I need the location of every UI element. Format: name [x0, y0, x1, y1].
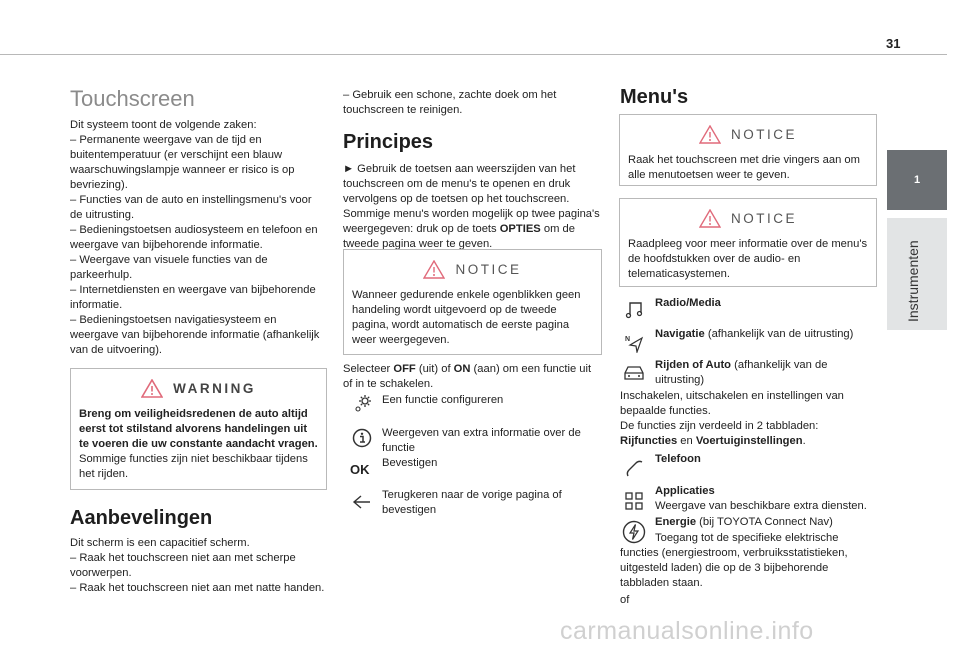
chapter-tab[interactable]: 1 — [887, 150, 947, 210]
phone-icon — [624, 458, 644, 478]
menu-telefoon: Telefoon — [655, 453, 701, 465]
warning-label: WARNING — [173, 380, 256, 396]
list-item: – Functies van de auto en instellingsmenu's voor de uitrusting. — [70, 194, 312, 221]
notice-label: NOTICE — [455, 261, 522, 277]
notice-triangle-icon — [423, 260, 445, 279]
icon-item-text: Weergeven van extra informatie over de functie — [382, 427, 581, 454]
page-number: 31 — [886, 36, 901, 51]
notice-header — [620, 199, 876, 237]
notice-text: Raadpleeg voor meer informatie over de menu's de hoofdstukken over de audio- en telematicasystemen. — [628, 238, 868, 280]
select-paragraph: Selecteer OFF (uit) of ON (aan) om een functie uit of in te schakelen. — [343, 363, 592, 390]
info-icon — [352, 428, 372, 448]
notice-header — [344, 250, 601, 288]
menu-radio-media: Radio/Media — [655, 297, 721, 309]
notice-box — [619, 114, 877, 186]
icon-item-text: Bevestigen — [382, 457, 438, 469]
list-item: – Weergave van visuele functies van de parkeerhulp. — [70, 254, 268, 281]
of-text: of — [620, 594, 630, 606]
header-rule — [0, 54, 947, 55]
notice-box — [343, 249, 602, 355]
svg-text:N: N — [625, 336, 631, 343]
list-item: – Gebruik een schone, zachte doek om het touchscreen te reinigen. — [343, 89, 557, 116]
warning-bold-text: Breng om veiligheidsredenen de auto altijd eerst tot stilstand alvorens handelingen uit te voeren die uw constante aandacht vragen. — [79, 408, 318, 450]
principes-para-a: ► Gebruik de toetsen aan weerszijden van het touchscreen om de menu's te openen en druk vervolgens op de toetsen op het touchscreen. — [343, 163, 576, 205]
principes-para-b: Sommige menu's worden mogelijk op twee pagina's weergegeven: druk op de toets OPTIES om de tweede pagina weer te geven. — [343, 208, 600, 250]
warning-header — [71, 369, 326, 407]
notice-text: Wanneer gedurende enkele ogenblikken geen handeling wordt uitgevoerd op de tweede pagina, wordt automatisch de eerste pagina weer weergegeven. — [352, 289, 581, 346]
car-icon — [622, 364, 646, 382]
chapter-title: Instrumenten — [905, 240, 921, 322]
aanbevelingen-intro: Dit scherm is een capacitief scherm. — [70, 537, 250, 549]
icon-item-text: Terugkeren naar de vorige pagina of bevestigen — [382, 489, 562, 516]
notice-label: NOTICE — [730, 126, 797, 142]
list-item: – Internetdiensten en weergave van bijbehorende informatie. — [70, 284, 316, 311]
menus-title: Menu's — [620, 86, 689, 108]
menu-applicaties: Applicaties Weergave van beschikbare extra diensten. — [655, 485, 867, 512]
touchscreen-section — [70, 86, 326, 358]
energy-description: Toegang tot de specifieke elektrische functies (energiestroom, verbruiksstatistieken, uitgesteld laden) die op de 3 bijbehorende tabbladen staan. — [620, 532, 848, 589]
warning-box — [70, 368, 327, 490]
notice-box — [619, 198, 877, 287]
aanbevelingen-section — [70, 506, 326, 596]
gear-settings-icon — [353, 393, 373, 413]
notice-triangle-icon — [699, 209, 721, 228]
aanbevelingen-title: Aanbevelingen — [70, 507, 213, 529]
notice-triangle-icon — [699, 125, 721, 144]
touchscreen-intro: Dit systeem toont de volgende zaken: — [70, 119, 257, 131]
music-note-icon — [624, 300, 644, 320]
touchscreen-title: Touchscreen — [70, 86, 195, 111]
list-item: – Bedieningstoetsen audiosysteem en telefoon en weergave van bijbehorende informatie. — [70, 224, 318, 251]
list-item: – Permanente weergave van de tijd en buitentemperatuur (er verschijnt een blauw waarschuwingslampje wanneer er risico is op bevriezing). — [70, 134, 295, 191]
icon-item-text: Een functie configureren — [382, 394, 504, 406]
menu-rijden-auto: Rijden of Auto (afhankelijk van de uitrusting) — [655, 359, 828, 386]
apps-grid-icon — [624, 491, 644, 511]
car-description: Inschakelen, uitschakelen en instellingen van bepaalde functies. De functies zijn verdeeld in 2 tabbladen: Rijfuncties en Voertuiginstellingen. — [620, 390, 844, 447]
watermark: carmanualsonline.info — [560, 617, 814, 645]
list-item: – Raak het touchscreen niet aan met natte handen. — [70, 582, 325, 594]
warning-text: Sommige functies zijn niet beschikbaar tijdens het rijden. — [79, 453, 308, 480]
menu-energie: Energie (bij TOYOTA Connect Nav) — [655, 516, 833, 528]
back-arrow-icon — [352, 494, 372, 510]
list-item: – Bedieningstoetsen navigatiesysteem en weergave van bijbehorende informatie (afhankelijk van de uitvoering). — [70, 314, 320, 356]
notice-header — [620, 115, 876, 153]
list-item: – Raak het touchscreen niet aan met scherpe voorwerpen. — [70, 552, 296, 579]
principes-title: Principes — [343, 131, 434, 153]
principes-section — [343, 88, 601, 252]
notice-label: NOTICE — [730, 210, 797, 226]
navigation-icon — [624, 333, 644, 353]
notice-text: Raak het touchscreen met drie vingers aan om alle menutoetsen weer te geven. — [628, 154, 860, 181]
ok-icon: OK — [350, 462, 370, 477]
menu-navigatie: Navigatie (afhankelijk van de uitrusting) — [655, 328, 854, 340]
warning-triangle-icon — [141, 379, 163, 398]
